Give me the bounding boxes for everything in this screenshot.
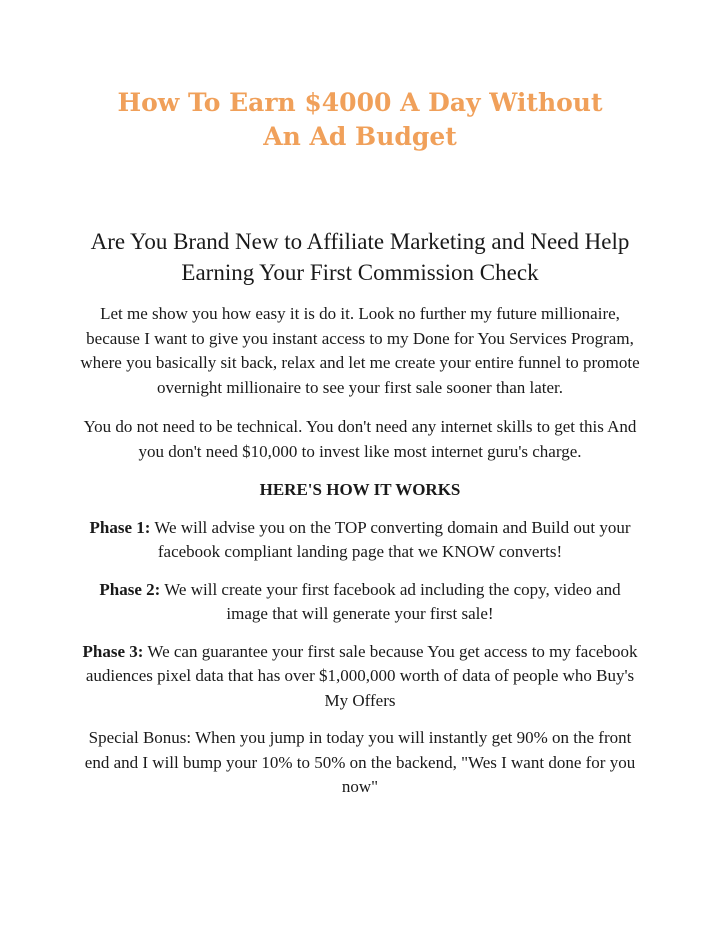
page-title-line-2: An Ad Budget [263,122,457,151]
technical-paragraph: You do not need to be technical. You don't need any internet skills to get this And you don't need $10,000 to invest like most internet guru's charge. [83,417,637,461]
phase-3-paragraph [80,640,640,714]
page-subtitle: Are You Brand New to Affiliate Marketing and Need Help Earning Your First Commission Check [90,229,630,285]
page-title [80,0,640,154]
phase-1-label: Phase 1: [89,517,151,537]
phase-2-paragraph [80,578,640,627]
phase-1-paragraph [80,516,640,565]
how-it-works-heading: HERE'S HOW IT WORKS [259,480,461,499]
phase-2-label: Phase 2: [99,579,161,599]
phase-1-text: We will advise you on the TOP converting domain and Build out your facebook compliant landing page that we KNOW converts! [150,517,631,561]
intro-paragraph: Let me show you how easy it is do it. Look no further my future millionaire, because I want to give you instant access to my Done for You Services Program, where you basically sit back, relax and let me create your entire funnel to promote overnight millionaire to see your first sale sooner than later. [80,304,640,397]
phase-3-label: Phase 3: [82,641,144,661]
page-title-line-1: How To Earn $4000 A Day Without [117,88,603,117]
phase-2-text: We will create your first facebook ad including the copy, video and image that will generate your first sale! [160,579,621,623]
special-bonus-paragraph: Special Bonus: When you jump in today you will instantly get 90% on the front end and I will bump your 10% to 50% on the backend, "Wes I want done for you now" [84,728,636,796]
phase-3-text: We can guarantee your first sale because You get access to my facebook audiences pixel data that has over $1,000,000 worth of data of people who Buy's My Offers [85,641,638,710]
